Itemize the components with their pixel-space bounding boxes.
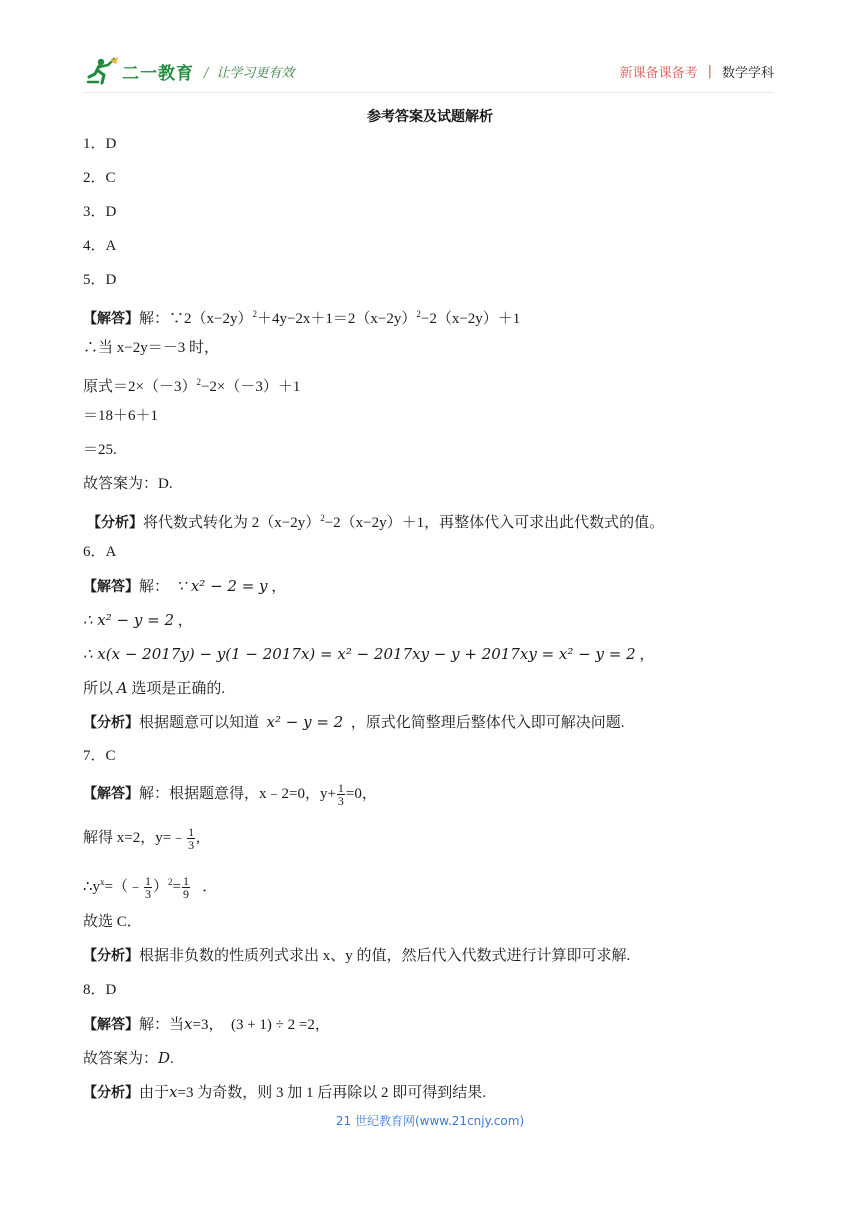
page-footer: 21 世纪教育网(www.21cnjy.com) xyxy=(335,1114,525,1128)
analysis-tag: 【分析】 xyxy=(83,715,139,731)
q6-formula-3: ∴ x(x − 2017y) − y(1 − 2017x) = x² − 2017xy − y + 2017xy = x² − y = 2 xyxy=(83,645,636,663)
q7-analysis: 【分析】根据非负数的性质列式求出 x、y 的值，然后代入代数式进行计算即可求解. xyxy=(83,948,631,964)
header-separator: | xyxy=(707,64,712,79)
header-subject-label: 数学学科 xyxy=(721,66,774,81)
q5-step-2: ∴当 x−2y＝－3 时， xyxy=(83,340,219,356)
analysis-tag: 【分析】 xyxy=(83,1085,139,1101)
header-course-label: 新课备课备考 xyxy=(619,66,698,81)
solution-tag: 【解答】 xyxy=(83,785,139,802)
answer-3: 3．D xyxy=(83,204,117,220)
q7-solution-line: 【解答】解：根据题意得，x﹣2=0，y+ $\frac{1}{3}$ =0， xyxy=(83,781,377,808)
page-title: 参考答案及试题解析 xyxy=(367,109,493,125)
q7-step-2: 解得 x=2，y=﹣ $\frac{1}{3}$ , xyxy=(83,825,200,852)
answer-5: 5．D xyxy=(83,272,117,288)
answer-2: 2．C xyxy=(83,170,116,186)
running-person-logo-icon xyxy=(84,56,120,86)
q8-conclusion: 故答案为：D. xyxy=(83,1049,174,1067)
analysis-tag: 【分析】 xyxy=(87,515,143,531)
header-divider xyxy=(84,92,774,93)
q5-solution-line: 【解答】解：$\because 2(x-2y)^2+4y-2x+1=2(x-2y)^2-2(x-2y)+1$ xyxy=(83,309,521,327)
q6-conclusion: 所以 A 选项是正确的. xyxy=(83,679,226,697)
answer-1: 1．D xyxy=(83,136,117,152)
q5-analysis: 【分析】将代数式转化为 $2(x-2y)^2-2(x-2y)+1$，再整体代入可求出此代数式的值。 xyxy=(87,513,665,531)
q5-conclusion: 故答案为：D. xyxy=(83,476,173,492)
q8-formula: (3 + 1) ÷ 2 xyxy=(230,1017,296,1033)
logo-text: 二一教育 xyxy=(122,63,194,84)
q8-analysis: 【分析】由于x=3 为奇数，则 3 加 1 后再除以 2 即可得到结果. xyxy=(83,1083,486,1101)
q7-step-3: $\therefore y^x=(﹣$ $\frac{1}{3}$ ）$^2$= $\frac{1}{9}$ ． xyxy=(83,874,218,902)
q6-step-3: ∴ x(x − 2017y) − y(1 − 2017x) = x² − 2017xy − y + 2017xy = x² − y = 2 ， xyxy=(83,645,655,663)
logo xyxy=(84,56,194,86)
analysis-tag: 【分析】 xyxy=(83,948,139,964)
solution-tag: 【解答】 xyxy=(83,1017,139,1033)
q6-solution-line: 【解答】解： ∵ x² − 2 = y ， xyxy=(83,577,287,595)
q5-step-4: ＝18＋6＋1 xyxy=(83,408,159,424)
slogan-text: 让学习更有效 xyxy=(216,66,295,81)
q5-step-5: ＝25. xyxy=(83,442,117,458)
solution-tag: 【解答】 xyxy=(83,311,139,327)
answer-6: 6．A xyxy=(83,544,117,560)
q6-formula-2: ∴ x² − y = 2 xyxy=(83,611,175,629)
slogan-slash: / xyxy=(204,66,209,81)
q8-solution-line: 【解答】解：当x=3， (3 + 1) ÷ 2 =2， xyxy=(83,1015,330,1033)
solution-tag: 【解答】 xyxy=(83,579,139,595)
page-header xyxy=(84,52,774,92)
answer-4: 4．A xyxy=(83,238,117,254)
fraction-one-third: $\frac{1}{3}$ xyxy=(337,781,344,808)
q7-conclusion: 故选 C． xyxy=(83,914,142,930)
header-subject xyxy=(620,62,774,81)
q6-formula-1: ∵ x² − 2 = y xyxy=(176,577,268,595)
slogan xyxy=(204,62,294,81)
fraction-one-third: $\frac{1}{3}$ xyxy=(188,825,195,852)
answer-7: 7．C xyxy=(83,748,116,764)
fraction-one-third: $\frac{1}{3}$ xyxy=(145,874,152,902)
q5-step-3: 原式$=2\times(-3)^2-2\times(-3)+1$ xyxy=(83,377,301,395)
q6-step-2: ∴ x² − y = 2 ， xyxy=(83,611,193,629)
answer-8: 8．D xyxy=(83,982,117,998)
q6-analysis: 【分析】根据题意可以知道 x² − y = 2 ，原式化简整理后整体代入即可解决问题. xyxy=(83,713,625,731)
fraction-one-ninth: $\frac{1}{9}$ xyxy=(183,874,189,902)
